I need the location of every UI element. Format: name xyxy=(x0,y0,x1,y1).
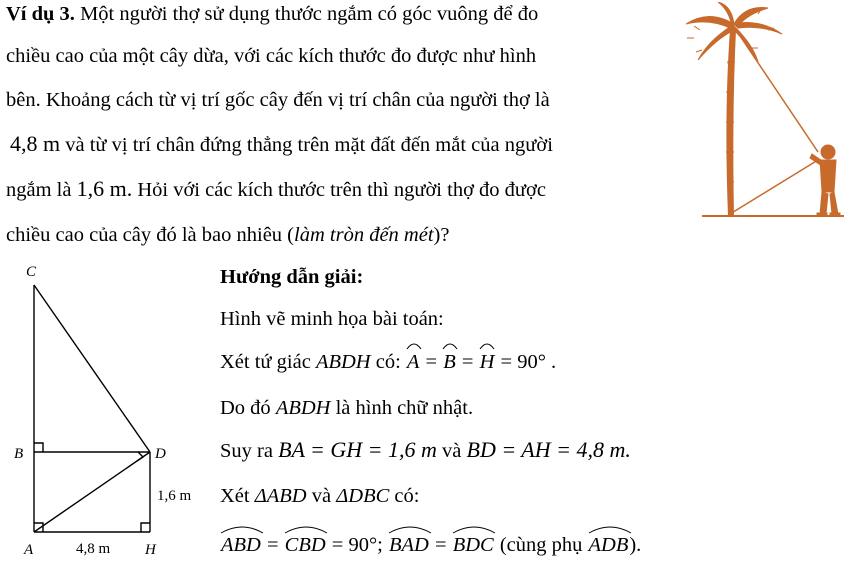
height-dimension: 1,6 m xyxy=(157,488,192,504)
angle-H xyxy=(479,350,496,374)
example-label: Ví dụ 3. xyxy=(6,3,75,25)
s3-end: là hình chữ nhật. xyxy=(335,397,474,419)
s5-and: và xyxy=(311,485,332,507)
angle-ABD-text: ABD xyxy=(221,534,261,556)
surveyor-figure xyxy=(810,145,840,216)
angle-CBD xyxy=(284,533,327,557)
distance-value: 4,8 m xyxy=(10,131,61,156)
angle-ADB xyxy=(588,533,630,557)
problem-text-3: bên. Khoảng cách từ vị trí gốc cây đến vị trí chân của người thợ là xyxy=(6,89,550,111)
s4-eq2: BD = AH = 4,8 m. xyxy=(466,437,631,462)
base-dimension: 4,8 m xyxy=(76,541,111,557)
angle-BDC-text: BDC xyxy=(452,534,494,556)
sight-line-top xyxy=(736,30,818,152)
palm-tree-illustration xyxy=(672,2,844,224)
solution-line-5 xyxy=(220,484,419,508)
problem-line-5 xyxy=(6,177,546,202)
label-H: H xyxy=(145,542,156,558)
solution-line-1: Hình vẽ minh họa bài toán: xyxy=(220,308,444,330)
quad-ABDH: ABDH xyxy=(315,351,371,373)
angle-BDC xyxy=(452,533,495,557)
problem-line-4 xyxy=(10,132,553,157)
segment-AD xyxy=(34,452,150,532)
s5-end: có: xyxy=(394,485,420,507)
sight-line-base xyxy=(730,160,818,214)
problem-line-1 xyxy=(6,2,538,26)
palm-trunk xyxy=(726,30,736,216)
angle-B-letter: B xyxy=(443,351,456,373)
problem-line-2 xyxy=(6,44,536,68)
problem-text-6a: chiều cao của cây đó là bao nhiêu ( xyxy=(6,224,295,246)
right-angle-H xyxy=(141,523,150,532)
s6-paren: (cùng phụ xyxy=(499,534,583,556)
s4-text: Suy ra xyxy=(220,440,273,462)
solution-line-6: ABD = CBD = 90°; BAD = BDC (cùng phụ ADB). xyxy=(220,533,641,557)
s6-close: ). xyxy=(629,534,642,556)
problem-text-6-italic: làm tròn đến mét xyxy=(294,224,434,246)
angle-H-letter: H xyxy=(479,351,495,373)
s3-text: Do đó xyxy=(220,397,271,419)
problem-text-5a: ngắm là xyxy=(6,179,72,201)
problem-line-3 xyxy=(6,88,550,112)
triangle-DBC: ΔDBC xyxy=(336,485,390,507)
label-A: A xyxy=(24,542,34,558)
label-B: B xyxy=(14,446,24,462)
solution-line-4 xyxy=(220,438,631,463)
geometry-figure xyxy=(0,256,215,564)
problem-text-6b: )? xyxy=(433,224,450,246)
eye-height-value: 1,6 m. xyxy=(76,176,133,201)
solution-heading: Hướng dẫn giải: xyxy=(220,266,364,288)
angle-ABD xyxy=(220,533,262,557)
angle-A-letter: A xyxy=(406,351,420,373)
s2-value: = 90° . xyxy=(500,351,557,373)
s4-and: và xyxy=(442,440,462,462)
s2-co: có: xyxy=(375,351,401,373)
problem-text-2: chiều cao của một cây dừa, với các kích thước đo được như hình xyxy=(6,45,537,67)
s2-text: Xét tứ giác xyxy=(220,351,311,373)
solution-line-3 xyxy=(220,396,473,420)
solution-line-2: Xét tứ giác ABDH có: A = B = H = 90° . xyxy=(220,350,556,374)
problem-text-5b: Hỏi với các kích thước trên thì người thợ đo được xyxy=(137,179,546,201)
s4-eq1: BA = GH = 1,6 m xyxy=(278,437,437,462)
angle-B xyxy=(442,350,457,374)
segment-CD xyxy=(34,285,150,452)
angle-ADB-text: ADB xyxy=(588,534,629,556)
right-angle-B xyxy=(34,443,43,452)
s5-text: Xét xyxy=(220,485,250,507)
angle-CBD-text: CBD xyxy=(284,534,326,556)
right-angle-D xyxy=(137,452,143,461)
angle-A xyxy=(406,350,421,374)
s3-quad: ABDH xyxy=(275,397,331,419)
problem-text-1: Một người thợ sử dụng thước ngắm có góc vuông để đo xyxy=(80,3,539,25)
s6-value: = 90°; xyxy=(331,534,383,556)
problem-text-4: và từ vị trí chân đứng thẳng trên mặt đất đến mắt của người xyxy=(65,134,553,156)
label-D: D xyxy=(155,446,166,462)
angle-BAD xyxy=(388,533,430,557)
angle-BAD-text: BAD xyxy=(389,534,429,556)
problem-line-6 xyxy=(6,223,449,247)
triangle-ABD: ΔABD xyxy=(254,485,307,507)
label-C: C xyxy=(26,264,37,280)
